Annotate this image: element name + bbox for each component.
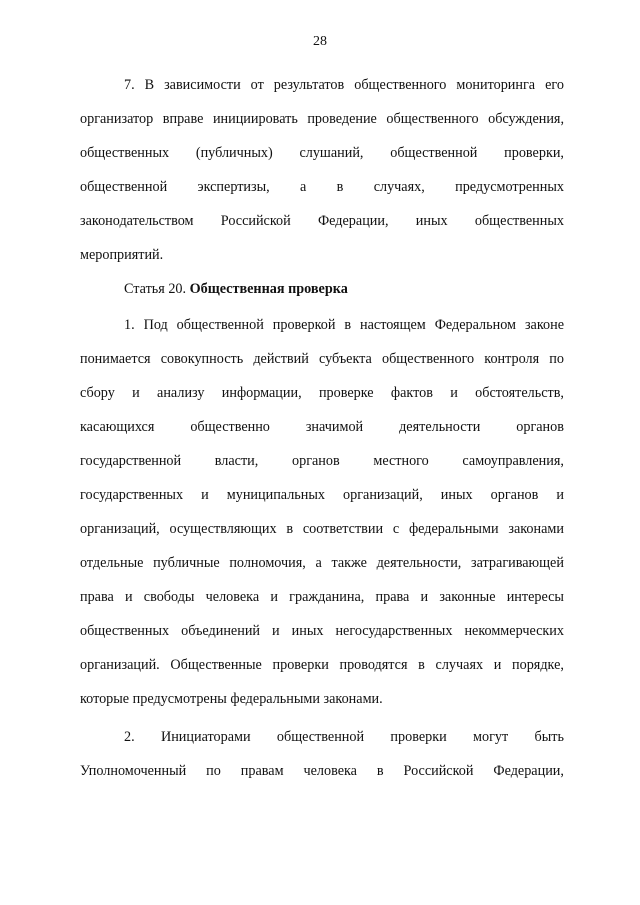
word: порядке, — [512, 657, 564, 673]
text-line — [80, 376, 564, 410]
word: мониторинга — [456, 77, 536, 93]
word: слушаний, — [299, 145, 364, 161]
text-line — [80, 444, 564, 478]
word: власти, — [214, 453, 259, 469]
word: общественного — [354, 77, 447, 93]
word: в — [344, 317, 352, 333]
word: по — [549, 351, 564, 367]
article-number: Статья 20. — [124, 281, 187, 297]
text-line — [80, 512, 564, 546]
word: общественных — [80, 623, 170, 639]
word: а — [300, 179, 307, 195]
word: негосударственных — [335, 623, 453, 639]
word: законодательством — [80, 213, 194, 229]
word: проверкой — [272, 317, 336, 333]
word: могут — [473, 729, 509, 745]
word: иных — [440, 487, 473, 503]
word: свободы — [143, 589, 195, 605]
word: касающихся — [80, 419, 155, 435]
word: организаций, — [343, 487, 423, 503]
word: его — [545, 77, 564, 93]
word: случаях — [435, 657, 484, 673]
word: экспертизы, — [197, 179, 270, 195]
word: от — [250, 77, 264, 93]
word: и — [556, 487, 564, 503]
word: человека — [205, 589, 260, 605]
word: и — [270, 589, 278, 605]
word: общественной — [276, 729, 365, 745]
word: инициировать — [212, 111, 298, 127]
word: субъекта — [318, 351, 372, 367]
word: по — [206, 763, 221, 779]
word: сбору — [80, 385, 115, 401]
word: обсуждения, — [488, 111, 564, 127]
word: муниципальных — [226, 487, 325, 503]
word: и — [493, 657, 502, 673]
word: в — [376, 763, 384, 779]
text-line: которые предусмотрены федеральными законами. — [80, 691, 383, 707]
word: быть — [534, 729, 564, 745]
word: организатор — [80, 111, 154, 127]
word: права — [80, 589, 114, 605]
word: общественно — [190, 419, 270, 435]
word: настоящем — [360, 317, 426, 333]
word: полномочия, — [229, 555, 306, 571]
word: общественного — [386, 111, 479, 127]
word: органов — [516, 419, 564, 435]
word: федеральными — [408, 521, 499, 537]
text-line — [80, 478, 564, 512]
text-line — [80, 546, 564, 580]
text-line — [80, 410, 564, 444]
word: Общественные — [170, 657, 262, 673]
word: проверке — [318, 385, 374, 401]
word: 1. — [124, 317, 135, 333]
word: проверки — [390, 729, 447, 745]
word: и — [132, 385, 140, 401]
word: законе — [524, 317, 564, 333]
text-line — [80, 580, 564, 614]
text-line: мероприятий. — [80, 247, 164, 263]
word: государственных — [80, 487, 184, 503]
word: 7. — [124, 77, 135, 93]
word: информации, — [221, 385, 302, 401]
paragraph-1 — [80, 308, 564, 716]
word: в — [418, 657, 425, 673]
word: общественной — [176, 317, 264, 333]
document-body — [80, 68, 564, 788]
word: гражданина, — [289, 589, 365, 605]
paragraph-7 — [80, 68, 564, 272]
word: анализу — [157, 385, 205, 401]
word: деятельности — [399, 419, 481, 435]
word: случаях, — [373, 179, 425, 195]
word: и — [450, 385, 458, 401]
word: совокупность — [160, 351, 244, 367]
word: отдельные — [80, 555, 144, 571]
word: законные — [439, 589, 496, 605]
word: Российской — [403, 763, 474, 779]
word: также — [331, 555, 367, 571]
word: результатов — [273, 77, 345, 93]
word: Уполномоченный — [80, 763, 187, 779]
word: правам — [240, 763, 284, 779]
word: проведение — [307, 111, 377, 127]
word: проверки, — [504, 145, 564, 161]
word: законами — [508, 521, 564, 537]
word: общественных — [474, 213, 564, 229]
word: иных — [415, 213, 448, 229]
word: и — [201, 487, 209, 503]
word: вправе — [162, 111, 204, 127]
word: контроля — [484, 351, 540, 367]
word: зависимости — [164, 77, 241, 93]
word: затрагивающей — [471, 555, 564, 571]
word: Федеральном — [434, 317, 516, 333]
word: общественного — [382, 351, 475, 367]
text-line — [80, 68, 564, 102]
word: объединений — [181, 623, 261, 639]
word: права — [375, 589, 410, 605]
word: общественных — [80, 145, 170, 161]
word: местного — [373, 453, 429, 469]
word: органов — [490, 487, 539, 503]
word: осуществляющих — [169, 521, 277, 537]
text-line — [80, 170, 564, 204]
word: в — [286, 521, 294, 537]
word: и — [125, 589, 133, 605]
text-line — [80, 648, 564, 682]
text-line — [80, 614, 564, 648]
text-line — [80, 204, 564, 238]
paragraph-2 — [80, 720, 564, 788]
word: и — [420, 589, 429, 605]
word: публичные — [153, 555, 220, 571]
word: общественной — [390, 145, 478, 161]
page-number: 28 — [313, 34, 327, 49]
word: Под — [143, 317, 168, 333]
word: органов — [292, 453, 340, 469]
word: Федерации, — [317, 213, 389, 229]
word: с — [392, 521, 400, 537]
article-title: Общественная проверка — [189, 281, 348, 297]
word: в — [336, 179, 344, 195]
word: действий — [253, 351, 309, 367]
word: значимой — [305, 419, 364, 435]
word: иных — [291, 623, 324, 639]
word: общественной — [80, 179, 168, 195]
word: организаций. — [80, 657, 160, 673]
word: 2. — [124, 729, 135, 745]
text-line — [80, 136, 564, 170]
word: самоуправления, — [462, 453, 564, 469]
word: понимается — [80, 351, 151, 367]
word: предусмотренных — [455, 179, 564, 195]
text-line — [80, 342, 564, 376]
word: В — [144, 77, 155, 93]
word: государственной — [80, 453, 182, 469]
text-line — [80, 720, 564, 754]
word: Российской — [220, 213, 291, 229]
word: соответствии — [302, 521, 384, 537]
word: проводятся — [339, 657, 408, 673]
word: проверки — [272, 657, 329, 673]
word: интересы — [506, 589, 564, 605]
text-line — [80, 308, 564, 342]
word: деятельности, — [376, 555, 462, 571]
word: человека — [303, 763, 357, 779]
word: фактов — [390, 385, 433, 401]
word: организаций, — [80, 521, 160, 537]
word: (публичных) — [195, 145, 273, 161]
word: обстоятельств, — [475, 385, 564, 401]
text-line — [80, 754, 564, 788]
word: Федерации, — [493, 763, 564, 779]
word: и — [272, 623, 280, 639]
article-heading — [80, 272, 564, 308]
word: Инициаторами — [160, 729, 251, 745]
text-line — [80, 102, 564, 136]
word: некоммерческих — [464, 623, 564, 639]
word: а — [315, 555, 322, 571]
